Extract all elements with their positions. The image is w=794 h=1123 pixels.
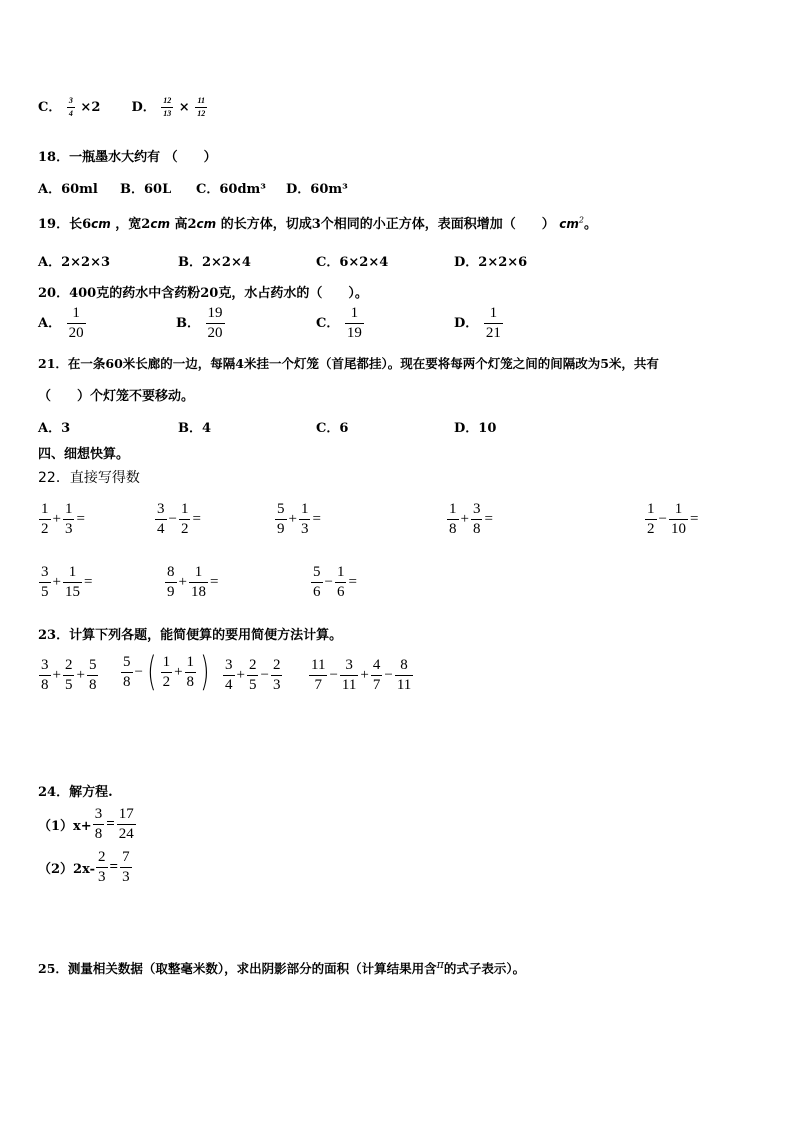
q19-unit-width: cm xyxy=(150,217,170,231)
q23-expr-2-left-paren: ( xyxy=(147,649,157,695)
q22-expr-2: $\frac{3}{4}$ − $\frac{1}{2}$ = xyxy=(157,501,201,537)
q22-expr-3: $\frac{5}{9}$ + $\frac{1}{3}$ = xyxy=(277,501,321,537)
q20-stem: 20．400克的药水中含药粉20克，水占药水的（ ）。 xyxy=(38,286,368,301)
q21-stem-line2: （ ）个灯笼不要移动。 xyxy=(38,389,195,404)
q18-option-b: B．60L xyxy=(120,182,172,197)
q20-option-b-fraction: $\frac{19}{20}$ xyxy=(207,305,223,341)
q21-option-d: D．10 xyxy=(454,421,497,436)
q23-title: 23．计算下列各题，能简便算的要用简便方法计算。 xyxy=(38,628,343,643)
pi-symbol: π xyxy=(436,958,444,971)
q20-option-c: C． $\frac{1}{19}$ xyxy=(316,305,362,341)
q19-option-a: A．2×2×3 xyxy=(38,255,111,270)
q23-expr-3: $\frac{3}{4}$ + $\frac{2}{5}$ − $\frac{2}{3}$ xyxy=(225,657,281,693)
q21-option-b: B．4 xyxy=(178,421,212,436)
q17-option-d-fraction2: $\frac{11}{12}$ xyxy=(197,96,206,118)
q19-unit-area: cm xyxy=(559,217,579,231)
q22-expr-7: $\frac{8}{9}$ + $\frac{1}{18}$ = xyxy=(167,564,219,600)
q19-option-c: C．6×2×4 xyxy=(316,255,389,270)
q23-expr-2: $\frac{5}{8}$ − ( $\frac{1}{2}$ + $\frac{1}{8}$ ) xyxy=(123,649,210,695)
q18-option-c: C．60dm³ xyxy=(196,182,266,197)
q19-option-b: B．2×2×4 xyxy=(178,255,251,270)
q22-title: 22．直接写得数 xyxy=(38,470,140,486)
q20-option-a: A． $\frac{1}{20}$ xyxy=(38,305,84,341)
q24-title: 24．解方程. xyxy=(38,785,113,800)
q19-stem: 19．长6cm ，宽2cm 高2cm 的长方体，切成3个相同的小正方体，表面积增加（ ） $cm^2$。 xyxy=(38,215,598,232)
q24-equation-2: （2）2x- $\frac{2}{3}$ = $\frac{7}{3}$ xyxy=(38,849,130,885)
q22-expr-5: $\frac{1}{2}$ − $\frac{1}{10}$ = xyxy=(647,501,699,537)
q20-option-c-fraction: $\frac{1}{19}$ xyxy=(346,305,362,341)
q17-option-d-fraction1: $\frac{12}{13}$ xyxy=(163,96,172,118)
q17-option-c-fraction: $\frac{3}{4}$ xyxy=(68,96,73,118)
q19-unit-length: cm xyxy=(91,217,111,231)
q21-option-a: A．3 xyxy=(38,421,71,436)
section-4-title: 四、细想快算。 xyxy=(38,447,130,462)
q20-option-d: D． $\frac{1}{21}$ xyxy=(454,305,501,341)
q18-option-a: A．60ml xyxy=(38,182,98,197)
q17-options xyxy=(38,96,208,118)
q25-stem: 25．测量相关数据（取整毫米数），求出阴影部分的面积（计算结果用含π的式子表示）。 xyxy=(38,958,526,977)
q17-option-d-op: × xyxy=(178,100,190,115)
q17-option-c-tail: ×2 xyxy=(80,100,101,115)
q18-option-d: D．60m³ xyxy=(286,182,348,197)
q21-option-c: C．6 xyxy=(316,421,349,436)
q20-option-b: B． $\frac{19}{20}$ xyxy=(176,305,223,341)
q22-expr-6: $\frac{3}{5}$ + $\frac{1}{15}$ = xyxy=(41,564,93,600)
q24-equation-1: （1）x+ $\frac{3}{8}$ = $\frac{17}{24}$ xyxy=(38,806,134,842)
q23-expr-1: $\frac{3}{8}$ + $\frac{2}{5}$ + $\frac{5}{8}$ xyxy=(41,657,97,693)
q19-option-d: D．2×2×6 xyxy=(454,255,528,270)
q21-stem-line1: 21．在一条60米长廊的一边，每隔4米挂一个灯笼（首尾都挂）。现在要将每两个灯笼之间的间隔改为5米，共有 xyxy=(38,356,659,371)
q22-expr-8: $\frac{5}{6}$ − $\frac{1}{6}$ = xyxy=(313,564,357,600)
q23-expr-2-right-paren: ) xyxy=(200,649,210,695)
q22-expr-4: $\frac{1}{8}$ + $\frac{3}{8}$ = xyxy=(449,501,493,537)
q22-expr-1: $\frac{1}{2}$ + $\frac{1}{3}$ = xyxy=(41,501,85,537)
q18-stem: 18．一瓶墨水大约有 （ ） xyxy=(38,150,217,165)
q17-option-d-label: D． xyxy=(131,100,156,115)
q23-expr-4: $\frac{11}{7}$ − $\frac{3}{11}$ + $\frac{4}{7}$ − $\frac{8}{11}$ xyxy=(311,657,412,693)
q17-option-c-label: C． xyxy=(38,100,62,115)
q20-option-d-fraction: $\frac{1}{21}$ xyxy=(485,305,501,341)
q20-option-a-fraction: $\frac{1}{20}$ xyxy=(68,305,84,341)
q19-unit-height: cm xyxy=(196,217,217,231)
